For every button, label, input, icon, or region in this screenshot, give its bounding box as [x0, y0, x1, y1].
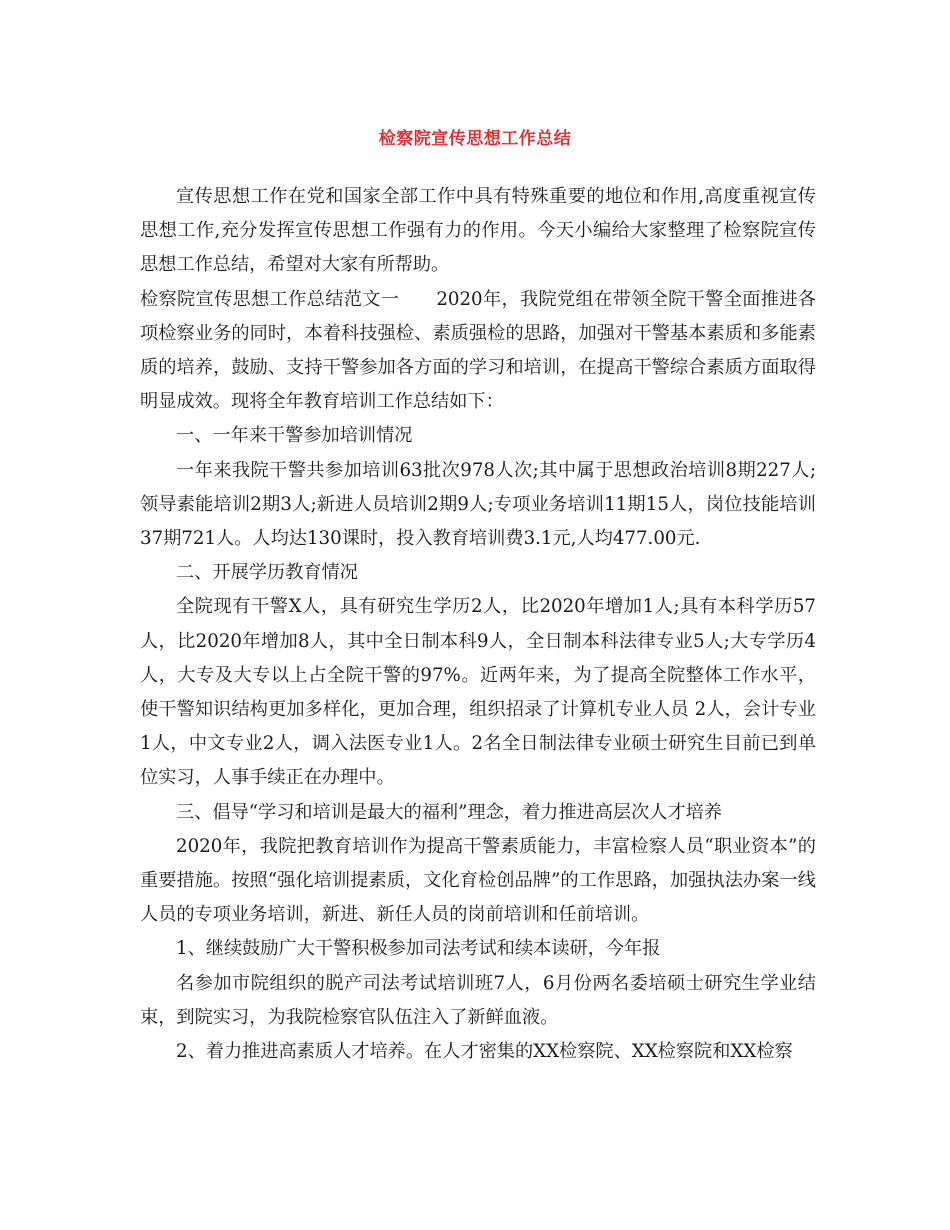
- talent-paragraph: 2020年，我院把教育培训作为提高干警素质能力，丰富检察人员“职业资本”的重要措施。按照“强化培训提素质，文化育检创品牌”的工作思路，加强执法办案一线人员的专项业务培训，新进、新任人员的岗前培训和任前培训。: [140, 835, 816, 926]
- training-paragraph: 一年来我院干警共参加培训63批次978人次;其中属于思想政治培训8期227人;领导素能培训2期3人;新进人员培训2期9人;专项业务培训11期15人，岗位技能培训37期721人。人均达130课时，投入教育培训费3.1元,人均477.00元.: [140, 459, 816, 550]
- document-body: [140, 180, 816, 1069]
- education-paragraph: 全院现有干警X人，具有研究生学历2人，比2020年增加1人;具有本科学历57人，比2020年增加8人，其中全日制本科9人，全日制本科法律专业5人;大专学历4人，大专及大专以上占全院干警的97%。近两年来，为了提高全院整体工作水平，使干警知识结构更加多样化，更加合理，组织招录了计算机专业人员 2人，会计专业1人，中文专业2人，调入法医专业1人。2名全日制法律专业硕士研究生目前已到单位实习，人事手续正在办理中。: [140, 596, 816, 789]
- item-one-heading: 1、继续鼓励广大干警积极参加司法考试和续本读研，今年报: [176, 938, 661, 960]
- intro-paragraph: 宣传思想工作在党和国家全部工作中具有特殊重要的地位和作用,高度重视宣传思想工作,充分发挥宣传思想工作强有力的作用。今天小编给大家整理了检察院宣传思想工作总结，希望对大家有所帮助。: [140, 186, 816, 276]
- sample-one-paragraph: 检察院宣传思想工作总结范文一 2020年，我院党组在带领全院干警全面推进各项检察业务的同时，本着科技强检、素质强检的思路，加强对干警基本素质和多能素质的培养，鼓励、支持干警参加各方面的学习和培训，在提高干警综合素质方面取得明显成效。现将全年教育培训工作总结如下：: [140, 288, 816, 413]
- document-title: 检察院宣传思想工作总结: [378, 129, 572, 149]
- item-two-paragraph: 2、着力推进高素质人才培养。在人才密集的XX检察院、XX检察院和XX检察: [176, 1041, 793, 1063]
- section-heading-education: 二、开展学历教育情况: [176, 562, 358, 584]
- section-heading-talent: 三、倡导“学习和培训是最大的福利”理念，着力推进高层次人才培养: [176, 801, 723, 823]
- section-heading-training: 一、一年来干警参加培训情况: [176, 425, 413, 447]
- item-one-paragraph: 名参加市院组织的脱产司法考试培训班7人，6月份两名委培硕士研究生学业结束，到院实习，为我院检察官队伍注入了新鲜血液。: [140, 972, 816, 1028]
